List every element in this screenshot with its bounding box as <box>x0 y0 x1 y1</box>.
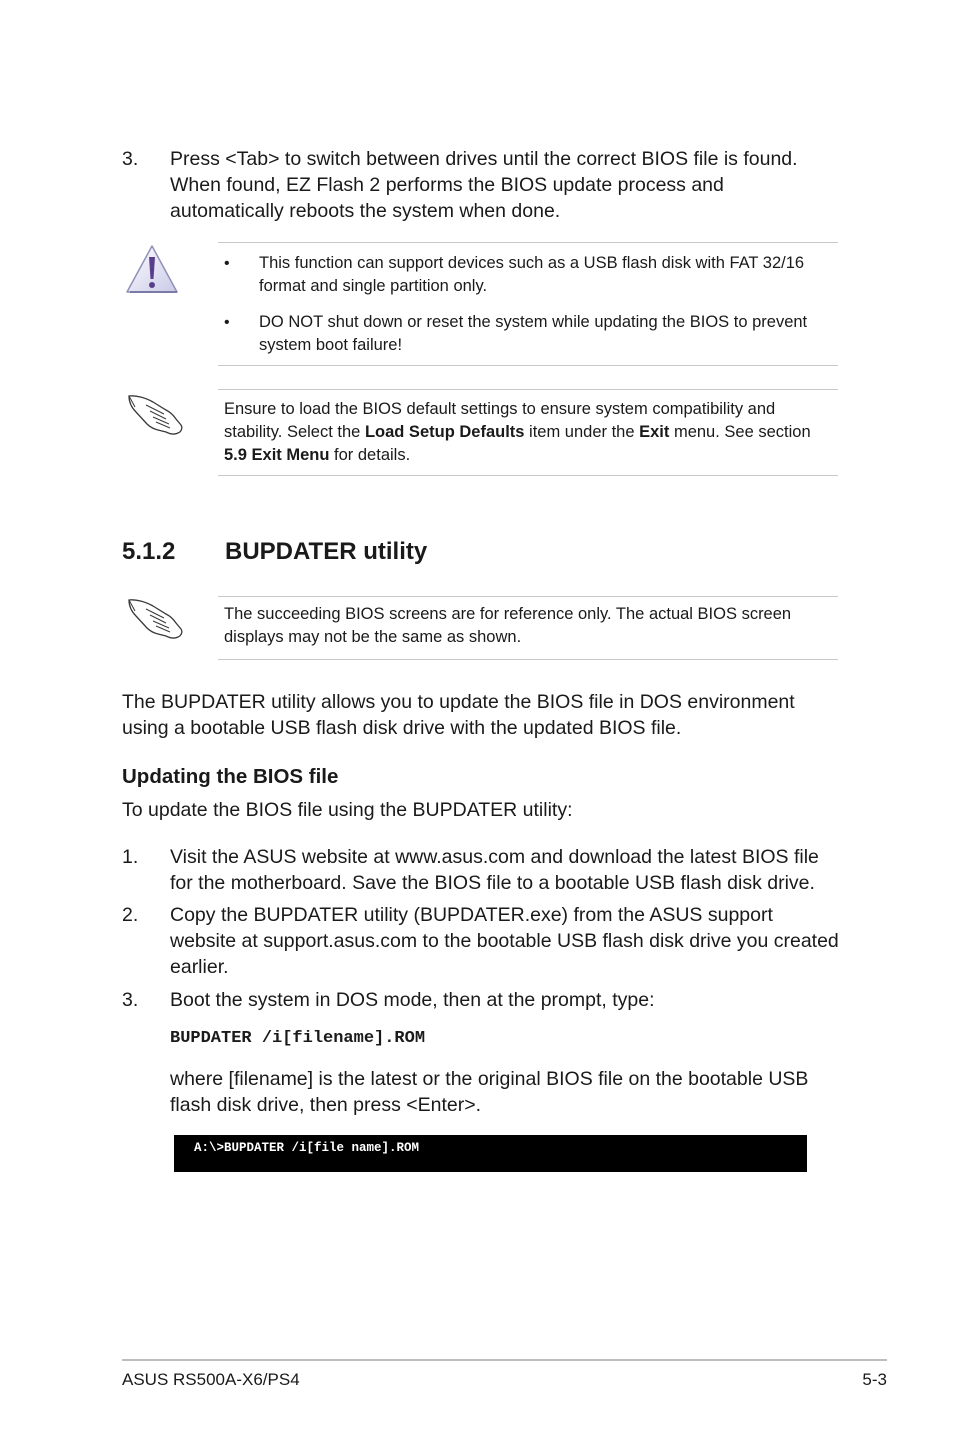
footer-product: ASUS RS500A-X6/PS4 <box>122 1370 300 1389</box>
note-text-part: menu. See section <box>669 423 811 441</box>
warning-triangle-icon <box>124 242 180 298</box>
divider <box>218 659 838 660</box>
where-text: where [filename] is the latest or the original BIOS file on the bootable USB flash disk drive, then press <Enter>. <box>170 1068 809 1116</box>
menu-ref: Exit <box>639 423 670 441</box>
step-text: Visit the ASUS website at www.asus.com and download the latest BIOS file for the motherboard. Save the BIOS file to a bootable USB flash disk drive. <box>170 846 819 894</box>
lead-text: To update the BIOS file using the BUPDATER utility: <box>122 799 573 821</box>
divider <box>218 242 838 243</box>
bullet: • <box>224 255 230 272</box>
step-number: 3. <box>122 148 139 170</box>
note-text: The succeeding BIOS screens are for reference only. The actual BIOS screen displays may not be the same as shown. <box>224 605 792 646</box>
subheading: Updating the BIOS file <box>122 765 339 788</box>
step-text: Copy the BUPDATER utility (BUPDATER.exe) from the ASUS support website at support.asus.com to the bootable USB flash disk drive you created earlier. <box>170 904 839 978</box>
note-text-part: for details. <box>329 446 411 464</box>
step-number: 3. <box>122 989 139 1011</box>
divider <box>218 389 838 390</box>
note-hand-icon <box>126 596 184 642</box>
menu-item-ref: Load Setup Defaults <box>364 423 525 441</box>
divider <box>218 596 838 597</box>
command-text: BUPDATER /i[filename].ROM <box>170 1029 426 1048</box>
note-text <box>224 398 836 467</box>
section-title: BUPDATER utility <box>225 538 428 565</box>
step-number: 1. <box>122 846 139 868</box>
note-text-part: item under the <box>524 423 640 441</box>
bullet: • <box>224 314 230 331</box>
section-ref: 5.9 Exit Menu <box>224 446 330 464</box>
note-hand-icon <box>126 392 184 438</box>
step-text: Boot the system in DOS mode, then at the prompt, type: <box>170 989 655 1011</box>
footer-divider <box>122 1359 887 1361</box>
warning-item: This function can support devices such as a USB flash disk with FAT 32/16 format and single partition only. <box>259 254 805 295</box>
warning-item: DO NOT shut down or reset the system while updating the BIOS to prevent system boot failure! <box>259 313 808 354</box>
step-text: Press <Tab> to switch between drives until the correct BIOS file is found. When found, EZ Flash 2 performs the BIOS update process and automatically reboots the system when done. <box>170 148 798 222</box>
note-text-part: Ensure to load the BIOS default settings to ensure system compatibility and stability. Select the <box>224 400 776 441</box>
terminal-screen <box>174 1135 807 1172</box>
section-number: 5.1.2 <box>122 538 176 565</box>
divider <box>218 365 838 366</box>
terminal-text: A:\>BUPDATER /i[file name].ROM <box>194 1141 420 1155</box>
footer-page-number: 5-3 <box>862 1370 887 1389</box>
divider <box>218 475 838 476</box>
intro-paragraph: The BUPDATER utility allows you to update the BIOS file in DOS environment using a bootable USB flash disk drive with the updated BIOS file. <box>122 691 795 739</box>
step-number: 2. <box>122 904 139 926</box>
